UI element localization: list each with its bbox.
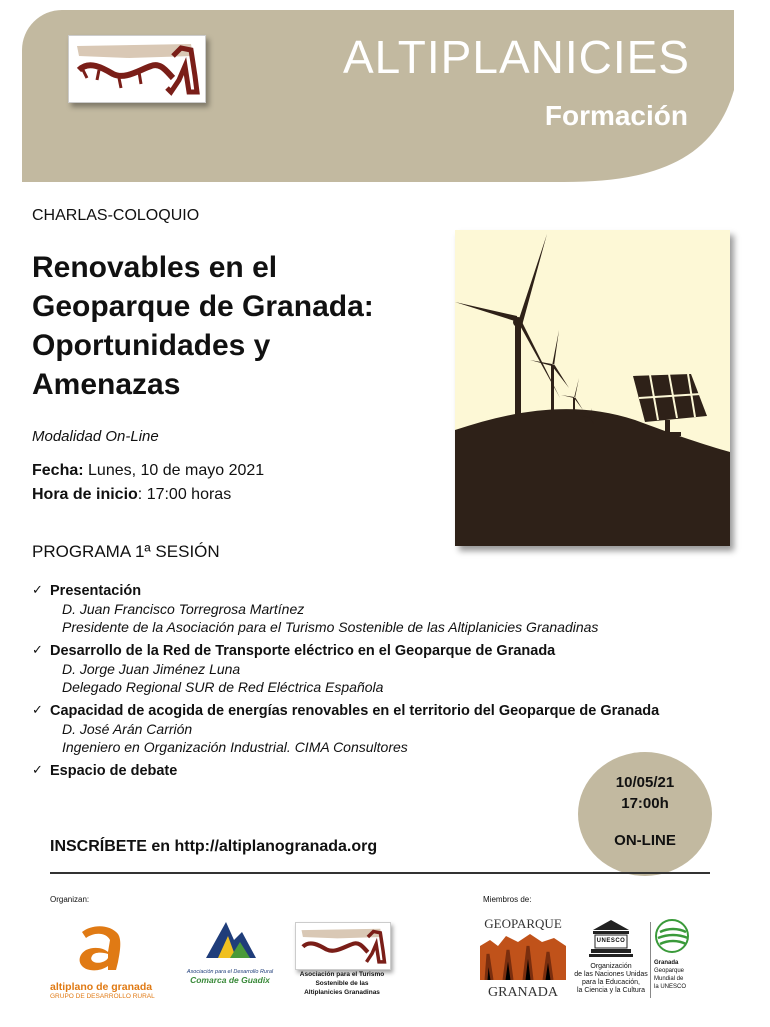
geopark-line2: Geoparque [654, 968, 685, 974]
registration-link[interactable]: INSCRÍBETE en http://altiplanogranada.org [50, 838, 378, 855]
event-date [32, 462, 264, 480]
program-item [32, 702, 712, 756]
title-line: Oportunidades y [32, 329, 271, 362]
event-title [32, 248, 432, 404]
unesco-line2: de las Naciones Unidas [574, 971, 648, 978]
org1-tagline: GRUPO DE DESARROLLO RURAL [50, 993, 155, 1000]
cave-painting-logo-icon [69, 36, 205, 102]
org3-line3: Altiplanicies Granadinas [304, 989, 380, 996]
item-title: Capacidad de acogida de energías renovables en el territorio del Geoparque de Granada [50, 703, 660, 719]
speaker-role: Ingeniero en Organización Industrial. CIMA Consultores [62, 739, 408, 755]
members-label: Miembros de: [483, 895, 532, 904]
item-title: Espacio de debate [50, 763, 178, 779]
org3-line1: Asociación para el Turismo [299, 971, 385, 978]
event-type: CHARLAS-COLOQUIO [32, 207, 200, 224]
renewables-illustration [455, 230, 730, 546]
org3-caption [290, 970, 394, 997]
checkmark-icon: ✓ [32, 582, 43, 597]
date-label: Fecha: [32, 462, 84, 479]
brand-subtitle: Formación [544, 100, 688, 131]
geoparque-bottom: GRANADA [488, 985, 558, 1000]
checkmark-icon: ✓ [32, 642, 43, 657]
wind-solar-illustration-icon [455, 230, 730, 546]
program-list [32, 582, 712, 786]
geoparque-top: GEOPARQUE [484, 916, 562, 931]
speaker-role: Presidente de la Asociación para el Turismo Sostenible de las Altiplanicies Granadinas [62, 619, 599, 635]
organizers-label: Organizan: [50, 895, 90, 904]
speaker-name: D. Jorge Juan Jiménez Luna [62, 661, 241, 677]
event-modality: Modalidad On-Line [32, 428, 159, 445]
footer-divider [50, 872, 710, 874]
speaker-name: D. José Arán Carrión [62, 721, 193, 737]
unesco-line4: la Ciencia y la Cultura [576, 987, 646, 994]
org2-line2: Comarca de Guadix [190, 975, 270, 985]
title-line: Renovables en el [32, 251, 278, 284]
org1-name: altiplano de granada [50, 981, 153, 993]
date-value: Lunes, 10 de mayo 2021 [83, 462, 265, 479]
start-value: : 17:00 horas [137, 486, 232, 503]
badge-mode: ON-LINE [614, 832, 676, 849]
unesco-mark: UNESCO [596, 938, 626, 944]
date-badge [578, 752, 712, 876]
checkmark-icon: ✓ [32, 762, 43, 777]
speaker-role: Delegado Regional SUR de Red Eléctrica Española [62, 679, 384, 695]
program-item [32, 642, 712, 696]
unesco-line1: Organización [590, 963, 632, 970]
altiplanicies-logo [68, 35, 206, 103]
title-line: Geoparque de Granada: [32, 290, 374, 323]
cave-painting-small-logo-icon [296, 923, 390, 969]
geopark-line3: Mundial de [654, 976, 684, 982]
altiplano-granada-logo [50, 922, 160, 1002]
badlands-logo-icon [480, 932, 566, 980]
org2-line1: Asociación para el Desarrollo Rural [186, 969, 274, 975]
comarca-guadix-logo [180, 918, 280, 998]
start-label: Hora de inicio [32, 486, 138, 503]
comarca-mountain-logo-icon [200, 918, 260, 964]
program-item [32, 582, 712, 636]
badge-time: 17:00h [621, 795, 669, 812]
checkmark-icon: ✓ [32, 702, 43, 717]
geopark-unesco-logo [654, 918, 702, 1004]
org3-line2: Sostenible de las [315, 980, 369, 987]
event-start-time [32, 486, 231, 504]
altiplano-a-logo-icon [50, 922, 160, 974]
brand-title: ALTIPLANICIES [342, 31, 690, 83]
badge-date: 10/05/21 [615, 774, 675, 791]
unesco-logo [574, 918, 648, 1002]
item-title: Presentación [50, 583, 142, 599]
org3-logo [295, 922, 391, 970]
geopark-globe-icon [654, 918, 690, 954]
unesco-divider [650, 922, 651, 998]
geopark-line1: Granada [654, 960, 679, 966]
geoparque-granada-logo [480, 916, 566, 1002]
geopark-line4: la UNESCO [654, 984, 687, 990]
speaker-name: D. Juan Francisco Torregrosa Martínez [62, 601, 305, 617]
program-heading: PROGRAMA 1ª SESIÓN [32, 542, 220, 561]
title-line: Amenazas [32, 368, 181, 401]
item-title: Desarrollo de la Red de Transporte eléctrico en el Geoparque de Granada [50, 643, 556, 659]
unesco-line3: para la Educación, [582, 979, 640, 986]
